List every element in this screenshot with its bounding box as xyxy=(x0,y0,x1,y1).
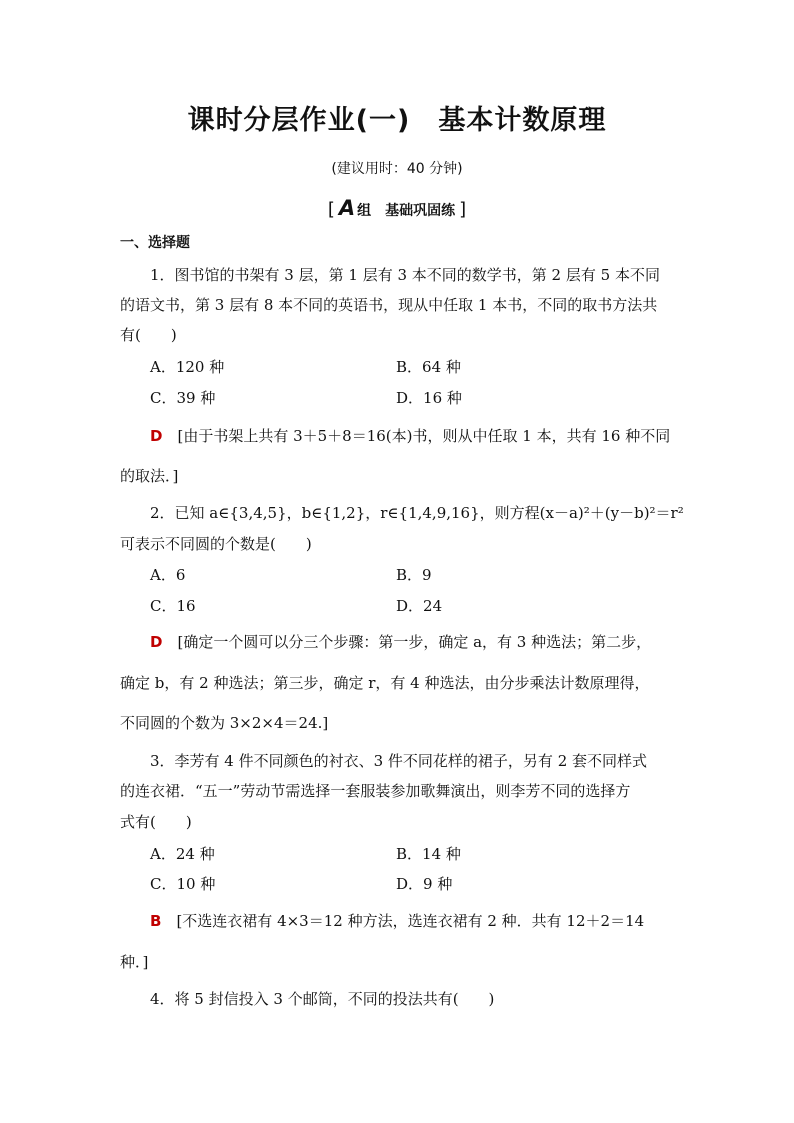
q1-option-d: D．16 种 xyxy=(396,389,462,407)
q3-line1: 3．李芳有 4 件不同颜色的衬衣、3 件不同花样的裙子，另有 2 套不同样式 xyxy=(150,752,648,770)
q2-option-a: A．6 xyxy=(150,566,186,584)
q2-line1: 2．已知 a∈{3,4,5}，b∈{1,2}，r∈{1,4,9,16}，则方程(x－a)²＋(y－b)²＝r² xyxy=(150,504,684,522)
q1-option-c: C．39 种 xyxy=(150,389,216,407)
q1-line2: 的语文书，第 3 层有 8 本不同的英语书，现从中任取 1 本书，不同的取书方法共 xyxy=(120,296,658,314)
q2-option-d: D．24 xyxy=(396,597,443,615)
group-heading xyxy=(0,196,794,220)
page-title: 课时分层作业(一) 基本计数原理 xyxy=(187,105,607,136)
section-heading: 一、选择题 xyxy=(120,235,190,251)
q4-line1: 4．将 5 封信投入 3 个邮筒，不同的投法共有( ) xyxy=(150,990,495,1008)
group-label: 组 基础巩固练 xyxy=(357,203,456,219)
q1-explanation-line1 xyxy=(150,425,705,446)
group-letter: A xyxy=(338,196,356,220)
q3-exp1: [不选连衣裙有 4×3＝12 种方法，选连衣裙有 2 种．共有 12＋2＝14 xyxy=(176,912,645,930)
q1-exp1: [由于书架上共有 3＋5＋8＝16(本)书，则从中任取 1 本，共有 16 种不同 xyxy=(177,427,671,445)
q3-option-d: D．9 种 xyxy=(396,875,453,893)
q1-line1: 1．图书馆的书架有 3 层，第 1 层有 3 本不同的数学书，第 2 层有 5 本不同 xyxy=(150,266,660,284)
suggested-time: (建议用时：40 分钟) xyxy=(331,161,463,177)
q3-line3: 式有( ) xyxy=(120,813,192,831)
q2-exp1: [确定一个圆可以分三个步骤：第一步，确定 a，有 3 种选法；第二步， xyxy=(177,633,652,651)
q3-answer: B xyxy=(150,912,162,930)
q3-line2: 的连衣裙．“五一”劳动节需选择一套服装参加歌舞演出，则李芳不同的选择方 xyxy=(120,782,631,800)
q1-line3: 有( ) xyxy=(120,326,177,344)
q2-explanation-line1 xyxy=(150,631,705,652)
q1-exp2: 的取法．] xyxy=(120,467,179,485)
q2-exp2: 确定 b，有 2 种选法；第三步，确定 r，有 4 种选法，由分步乘法计数原理得， xyxy=(120,674,650,692)
group-bracket-close: ] xyxy=(459,199,467,220)
q2-option-c: C．16 xyxy=(150,597,196,615)
group-bracket-open: [ xyxy=(327,199,335,220)
q3-exp2: 种．] xyxy=(120,953,149,971)
q3-option-a: A．24 种 xyxy=(150,845,215,863)
q2-line2: 可表示不同圆的个数是( ) xyxy=(120,535,312,553)
q3-option-b: B．14 种 xyxy=(396,845,461,863)
q2-exp3: 不同圆的个数为 3×2×4＝24.] xyxy=(120,714,329,732)
q1-option-b: B．64 种 xyxy=(396,358,461,376)
q3-option-c: C．10 种 xyxy=(150,875,216,893)
q3-explanation-line1 xyxy=(150,910,705,931)
q1-option-a: A．120 种 xyxy=(150,358,225,376)
q2-answer: D xyxy=(150,633,163,651)
q2-option-b: B．9 xyxy=(396,566,432,584)
q1-answer: D xyxy=(150,427,163,445)
